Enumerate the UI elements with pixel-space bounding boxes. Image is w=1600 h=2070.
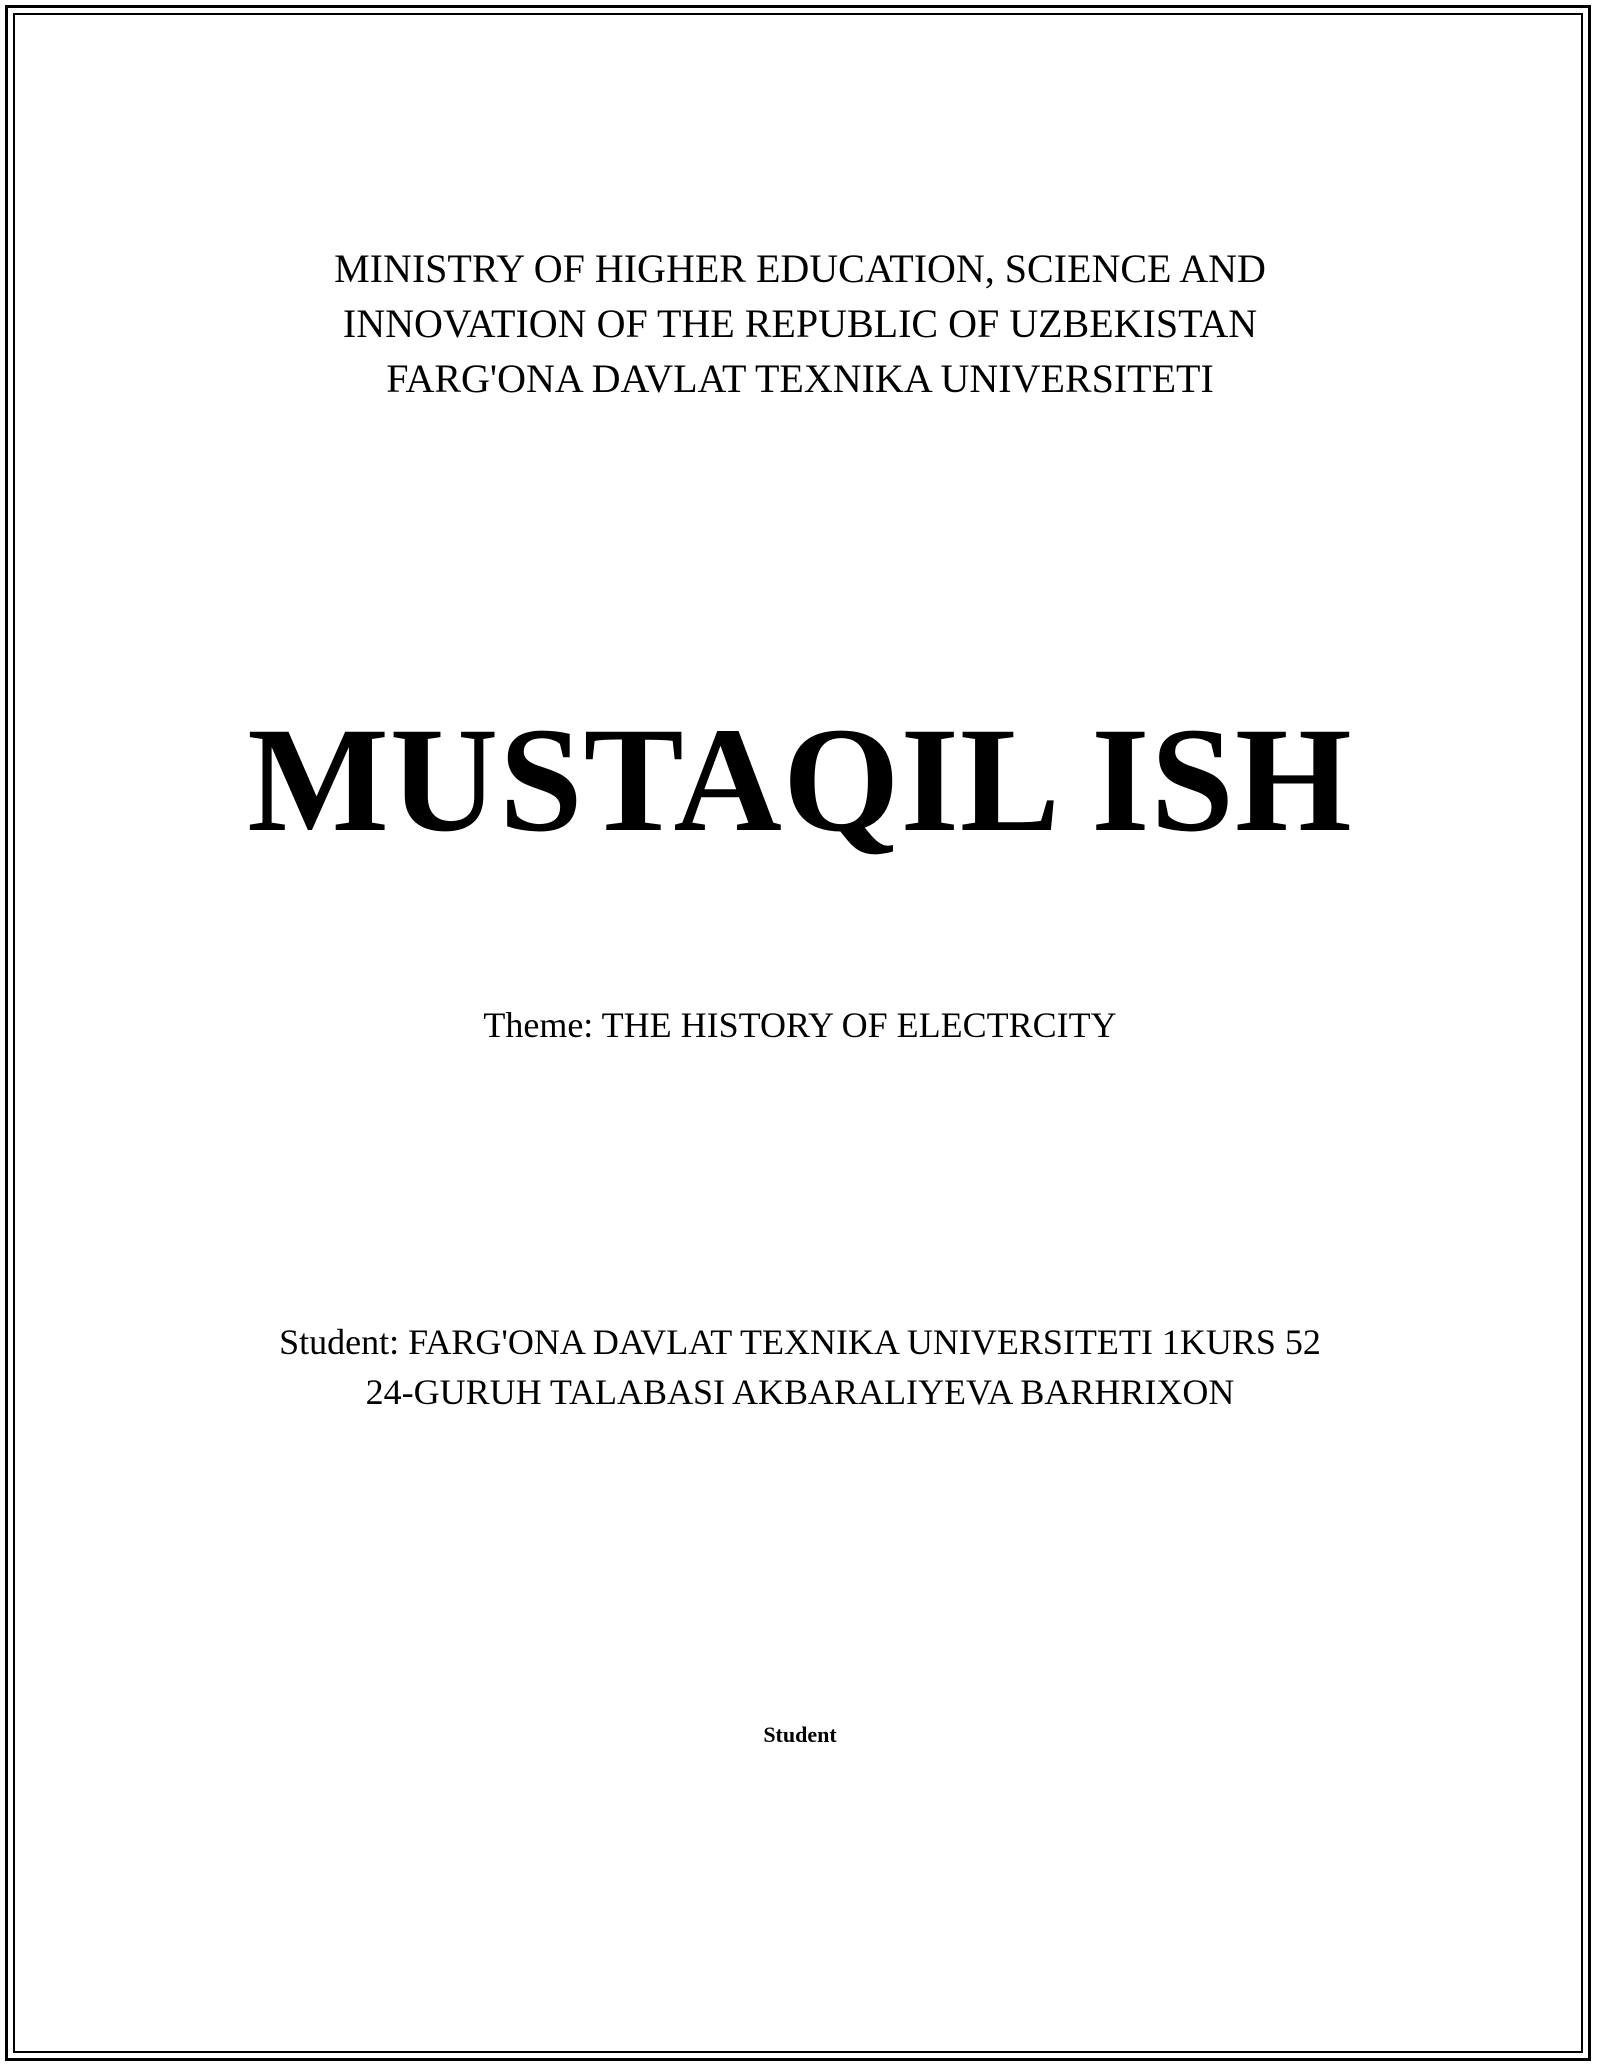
student-info-line-1: Student: FARG'ONA DAVLAT TEXNIKA UNIVERSITETI 1KURS 52 <box>279 1322 1321 1362</box>
document-title: MUSTAQIL ISH <box>247 697 1353 863</box>
ministry-line-1: MINISTRY OF HIGHER EDUCATION, SCIENCE AND <box>334 246 1266 291</box>
theme-line: Theme: THE HISTORY OF ELECTRCITY <box>483 1005 1117 1045</box>
ministry-line-2: INNOVATION OF THE REPUBLIC OF UZBEKISTAN <box>342 301 1258 346</box>
student-info-line-2: 24-GURUH TALABASI AKBARALIYEVA BARHRIXON <box>365 1372 1235 1412</box>
ministry-header <box>0 241 1600 406</box>
student-label: Student <box>763 1722 837 1747</box>
student-info <box>0 1317 1600 1417</box>
university-name: FARG'ONA DAVLAT TEXNIKA UNIVERSITETI <box>386 356 1214 401</box>
